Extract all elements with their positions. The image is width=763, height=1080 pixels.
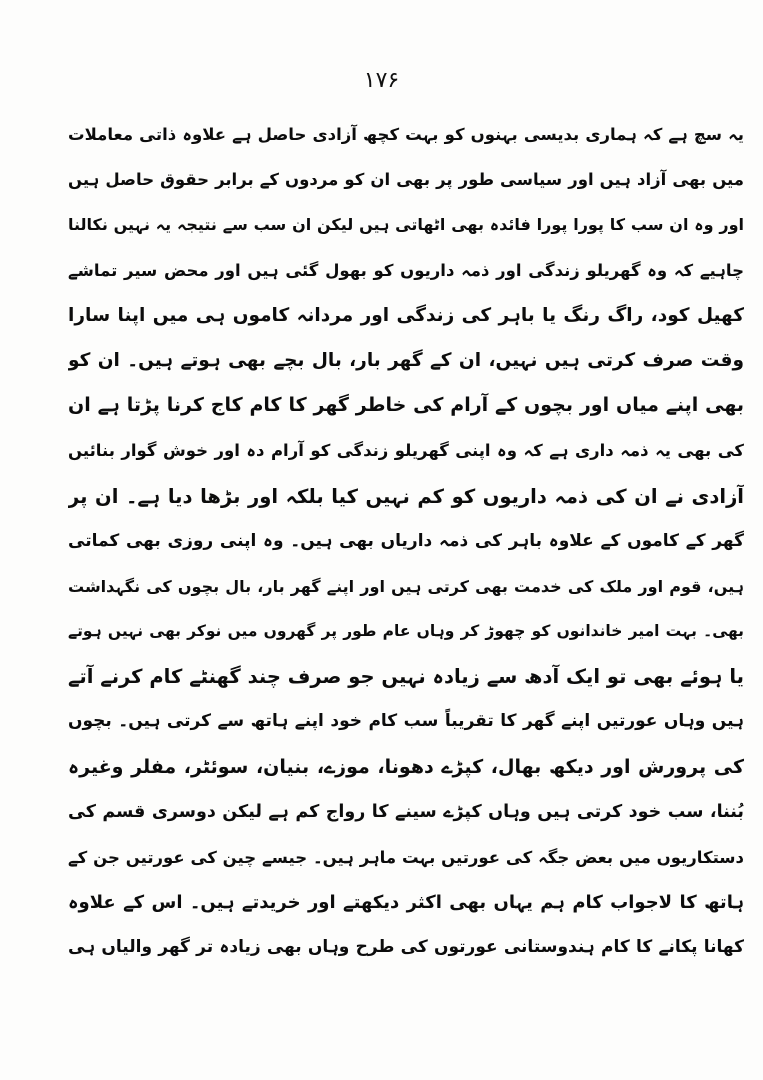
- text-line: چاہیے کہ وہ گھریلو زندگی اور ذمہ داریوں کو بھول گئی ہیں اور محض سیر تماشے: [68, 260, 744, 280]
- text-line: کی بھی یہ ذمہ داری ہے کہ وہ اپنی گھریلو زندگی کو آرام دہ اور خوش گوار بنائیں: [68, 441, 744, 461]
- body-text: [68, 112, 744, 971]
- text-line: بُننا، سب خود کرتی ہیں وہاں کپڑے سینے کا رواج کم ہے لیکن دوسری قسم کی: [68, 801, 744, 822]
- text-line: آزادی نے ان کی ذمہ داریوں کو کم نہیں کیا بلکہ اور بڑھا دیا ہے۔ ان پر: [68, 484, 744, 508]
- text-line: بھی۔ بہت امیر خاندانوں کو چھوڑ کر وہاں عام طور پر گھروں میں نوکر بھی نہیں ہوتے: [68, 622, 744, 641]
- text-line: گھر کے کاموں کے علاوہ باہر کی ذمہ داریاں بھی ہیں۔ وہ اپنی روزی بھی کماتی: [68, 530, 744, 551]
- text-line: کھیل کود، راگ رنگ یا باہر کی زندگی اور مردانہ کاموں ہی میں اپنا سارا: [68, 304, 744, 326]
- text-line: کی پرورش اور دیکھ بھال، کپڑے دھونا، موزے، بنیان، سوئٹر، مفلر وغیرہ: [68, 755, 744, 778]
- text-line: یا ہوئے بھی تو ایک آدھ سے زیادہ نہیں جو صرف چند گھنٹے کام کرنے آتے: [68, 665, 744, 689]
- text-line: کھانا پکانے کا کام ہندوستانی عورتوں کی طرح وہاں بھی زیادہ تر گھر والیاں ہی: [68, 937, 744, 958]
- text-line: ہیں وہاں عورتیں اپنے گھر کا تقریباً سب کام خود اپنے ہاتھ سے کرتی ہیں۔ بچوں: [68, 711, 744, 732]
- text-line: میں بھی آزاد ہیں اور سیاسی طور پر بھی ان کو مردوں کے برابر حقوق حاصل ہیں: [68, 170, 744, 190]
- text-line: ہیں، قوم اور ملک کی خدمت بھی کرتی ہیں اور اپنے گھر بار، بال بچوں کی نگہداشت: [68, 576, 744, 596]
- text-line: دستکاریوں میں بعض جگہ کی عورتیں بہت ماہر ہیں۔ جیسے چین کی عورتیں جن کے: [68, 848, 744, 867]
- text-line: وقت صرف کرتی ہیں نہیں، ان کے گھر بار، بال بچے بھی ہوتے ہیں۔ ان کو: [68, 349, 744, 371]
- text-line: بھی اپنے میاں اور بچوں کے آرام کی خاطر گھر کا کام کاج کرنا پڑتا ہے ان: [68, 394, 744, 417]
- page-number: ۱۷۶: [363, 68, 400, 93]
- text-line: ہاتھ کا لاجواب کام ہم یہاں بھی اکثر دیکھتے اور خریدتے ہیں۔ اس کے علاوہ: [68, 892, 744, 914]
- text-line: اور وہ ان سب کا پورا پورا فائدہ بھی اٹھاتی ہیں لیکن ان سب سے نتیجہ یہ نہیں نکالنا: [68, 215, 744, 235]
- text-line: یہ سچ ہے کہ ہماری بدیسی بہنوں کو بہت کچھ آزادی حاصل ہے علاوہ ذاتی معاملات: [68, 125, 744, 144]
